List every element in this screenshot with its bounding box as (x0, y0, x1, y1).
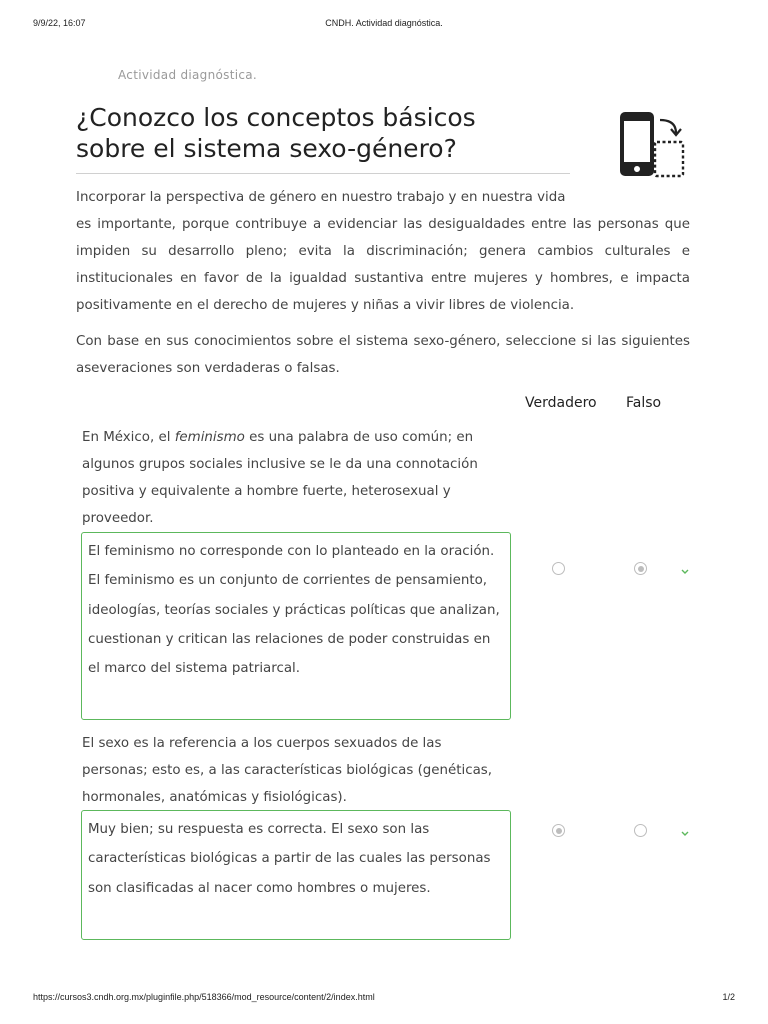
print-title: CNDH. Actividad diagnóstica. (325, 18, 443, 28)
page-title (76, 102, 556, 164)
question-1-feedback: El feminismo no corresponde con lo planteado en la oración. El feminismo es un conjunto de corrientes de pensamiento, ideologías, teorías sociales y prácticas políticas que analizan, cuestionan y critican las relaciones de poder construidas en el marco del sistema patriarcal. (81, 532, 511, 720)
question-1-emphasis: feminismo (174, 430, 245, 445)
page-title-line-1: ¿Conozco los conceptos básicos (76, 103, 476, 132)
intro-paragraph: es importante, porque contribuye a evidenciar las desigualdades entre las personas que impiden su desarrollo pleno; evita la discriminación; genera cambios culturales e institucionales en favor de la igualdad sustantiva entre mujeres y hombres, e impacta positivamente en el derecho de mujeres y niñas a vivir libres de violencia. (76, 217, 690, 313)
question-1-radio-true[interactable] (552, 562, 565, 575)
breadcrumb[interactable]: Actividad diagnóstica. (118, 68, 257, 82)
question-1-radio-false[interactable] (634, 562, 647, 575)
instructions-paragraph: Con base en sus conocimientos sobre el sistema sexo-género, seleccione si las siguientes aseveraciones son verdaderas o falsas. (76, 334, 690, 376)
question-2-statement: El sexo es la referencia a los cuerpos sexuados de las personas; esto es, a las características biológicas (genéticas, hormonales, anatómicas y fisiológicas). (82, 736, 493, 805)
question-2-correct-check-icon (680, 828, 690, 838)
print-header (0, 18, 768, 32)
intro-first-line: Incorporar la perspectiva de género en nuestro trabajo y en nuestra vida (76, 190, 566, 205)
column-header-false: Falso (626, 395, 662, 411)
question-1-statement (82, 424, 502, 532)
question-1-text-before: En México, el (82, 430, 175, 445)
print-url: https://cursos3.cndh.org.mx/pluginfile.php/518366/mod_resource/content/2/index.html (33, 992, 375, 1002)
question-2-feedback: Muy bien; su respuesta es correcta. El sexo son las características biológicas a partir de las cuales las personas son clasificadas al nacer como hombres o mujeres. (81, 810, 511, 940)
print-date: 9/9/22, 16:07 (33, 18, 86, 28)
print-footer (0, 992, 768, 1006)
question-1-correct-check-icon (680, 566, 690, 576)
title-divider (76, 173, 570, 174)
phone-rotate-icon (616, 108, 688, 180)
question-2-radio-false[interactable] (634, 824, 647, 837)
page-title-line-2: sobre el sistema sexo-género? (76, 134, 457, 163)
print-page-number: 1/2 (722, 992, 735, 1002)
column-header-true: Verdadero (525, 395, 597, 411)
question-2-radio-true[interactable] (552, 824, 565, 837)
question-1-text-after: es una palabra de uso común; en algunos grupos sociales inclusive se le da una connotación positiva y equivalente a hombre fuerte, heterosexual y proveedor. (82, 430, 478, 526)
